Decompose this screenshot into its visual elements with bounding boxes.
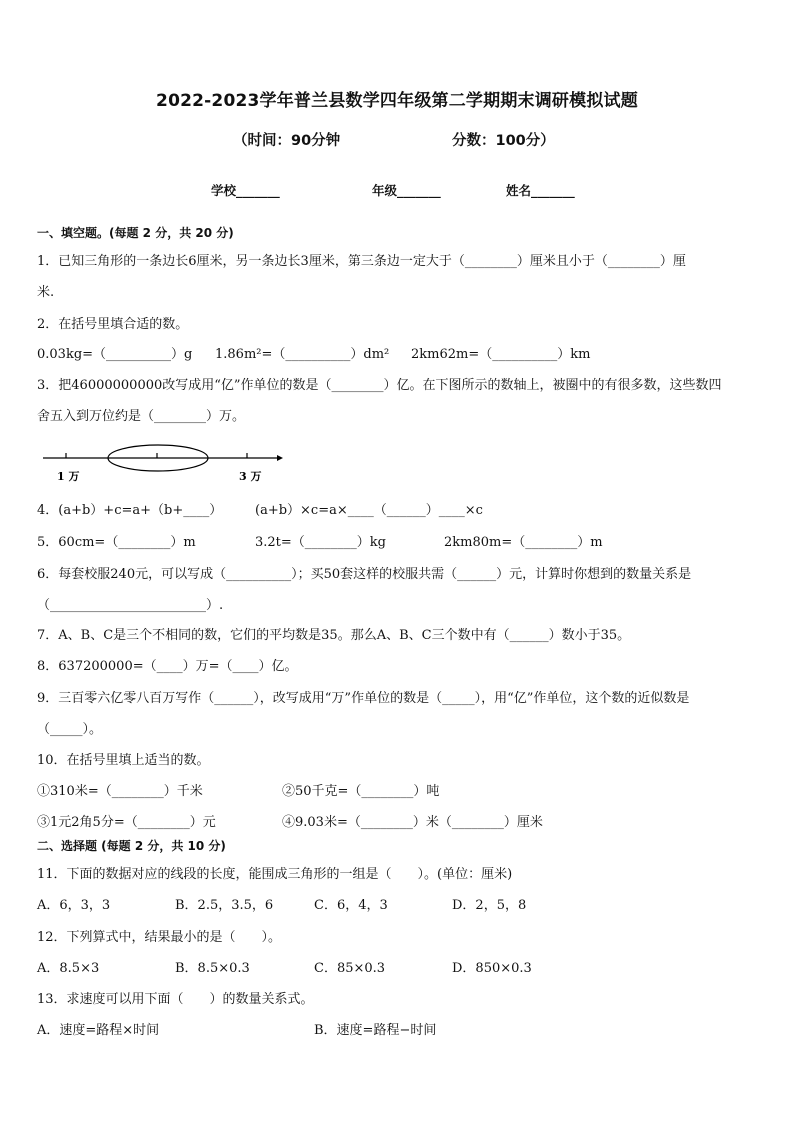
- question-4-part-b: (a+b）×c=a×____（______）____×c: [255, 503, 483, 518]
- grade-field: 年级_______: [372, 183, 441, 198]
- question-2: 2．在括号里填合适的数。: [37, 317, 189, 332]
- question-6-line-1: 6．每套校服240元，可以写成（__________）；买50套这样的校服共需（______）元，计算时你想到的数量关系是: [37, 567, 692, 582]
- question-1-line-1: 1．已知三角形的一条边长6厘米，另一条边长3厘米，第三条边一定大于（________）厘米且小于（________）厘: [37, 254, 686, 269]
- question-1-line-2: 米.: [37, 285, 55, 300]
- question-12-option-d: D．850×0.3: [452, 961, 532, 976]
- question-12-option-b: B．8.5×0.3: [175, 961, 250, 976]
- question-11-option-d: D．2，5，8: [452, 898, 527, 913]
- question-10-part-3: ③1元2角5分=（________）元: [37, 815, 216, 830]
- question-12-option-c: C．85×0.3: [314, 961, 386, 976]
- question-13-option-a: A．速度=路程×时间: [37, 1023, 160, 1038]
- label-3-wan: 3 万: [239, 470, 262, 483]
- arrow-head-icon: [277, 455, 283, 461]
- time-limit: （时间：90分钟: [233, 133, 341, 149]
- school-field: 学校_______: [211, 183, 280, 198]
- question-10-part-4: ④9.03米=（________）米（________）厘米: [282, 815, 543, 830]
- question-13-option-b: B．速度=路程−时间: [314, 1023, 437, 1038]
- label-1-wan: 1 万: [57, 470, 80, 483]
- question-11-option-c: C．6，4，3: [314, 898, 388, 913]
- question-10: 10．在括号里填上适当的数。: [37, 753, 210, 768]
- question-5-part-c: 2km80m=（________）m: [444, 535, 603, 550]
- question-4-part-a: 4．(a+b）+c=a+（b+____）: [37, 503, 223, 518]
- question-5-part-b: 3.2t=（________）kg: [255, 535, 386, 550]
- total-score: 分数：100分）: [452, 133, 555, 149]
- question-2-part-c: 2km62m=（__________）km: [411, 347, 591, 362]
- question-11: 11．下面的数据对应的线段的长度，能围成三角形的一组是（ ）。(单位：厘米): [37, 867, 513, 882]
- question-2-part-a: 0.03kg=（__________）g: [37, 347, 193, 362]
- question-9-line-1: 9．三百零六亿零八百万写作（______），改写成用“万”作单位的数是（_____），用“亿”作单位，这个数的近似数是: [37, 691, 690, 706]
- section-fill-blank: 一、填空题。(每题 2 分，共 20 分): [37, 226, 234, 240]
- question-10-part-1: ①310米=（________）千米: [37, 784, 203, 799]
- question-12: 12．下列算式中，结果最小的是（ ）。: [37, 930, 282, 945]
- question-10-part-2: ②50千克=（________）吨: [282, 784, 440, 799]
- question-13: 13．求速度可以用下面（ ）的数量关系式。: [37, 992, 314, 1007]
- question-9-line-2: （_____）。: [37, 722, 103, 737]
- question-6-line-2: （________________________）.: [37, 598, 224, 613]
- question-11-option-a: A．6，3，3: [37, 898, 111, 913]
- question-11-option-b: B．2.5，3.5，6: [175, 898, 274, 913]
- question-2-part-b: 1.86m²=（__________）dm²: [215, 347, 390, 362]
- question-5-part-a: 5．60cm=（________）m: [37, 535, 196, 550]
- question-7: 7．A、B、C是三个不相同的数，它们的平均数是35。那么A、B、C三个数中有（______）数小于35。: [37, 628, 631, 643]
- question-3-line-1: 3．把46000000000改写成用“亿”作单位的数是（________）亿。在下图所示的数轴上，被圈中的有很多数，这些数四: [37, 378, 722, 393]
- name-field: 姓名_______: [506, 183, 575, 198]
- question-12-option-a: A．8.5×3: [37, 961, 100, 976]
- question-3-line-2: 舍五入到万位约是（________）万。: [37, 409, 246, 424]
- page-title: 2022-2023学年普兰县数学四年级第二学期期末调研模拟试题: [156, 91, 638, 111]
- section-multiple-choice: 二、选择题 (每题 2 分，共 10 分): [37, 839, 226, 853]
- question-8: 8．637200000=（____）万=（____）亿。: [37, 659, 298, 674]
- number-line-diagram: [37, 440, 287, 484]
